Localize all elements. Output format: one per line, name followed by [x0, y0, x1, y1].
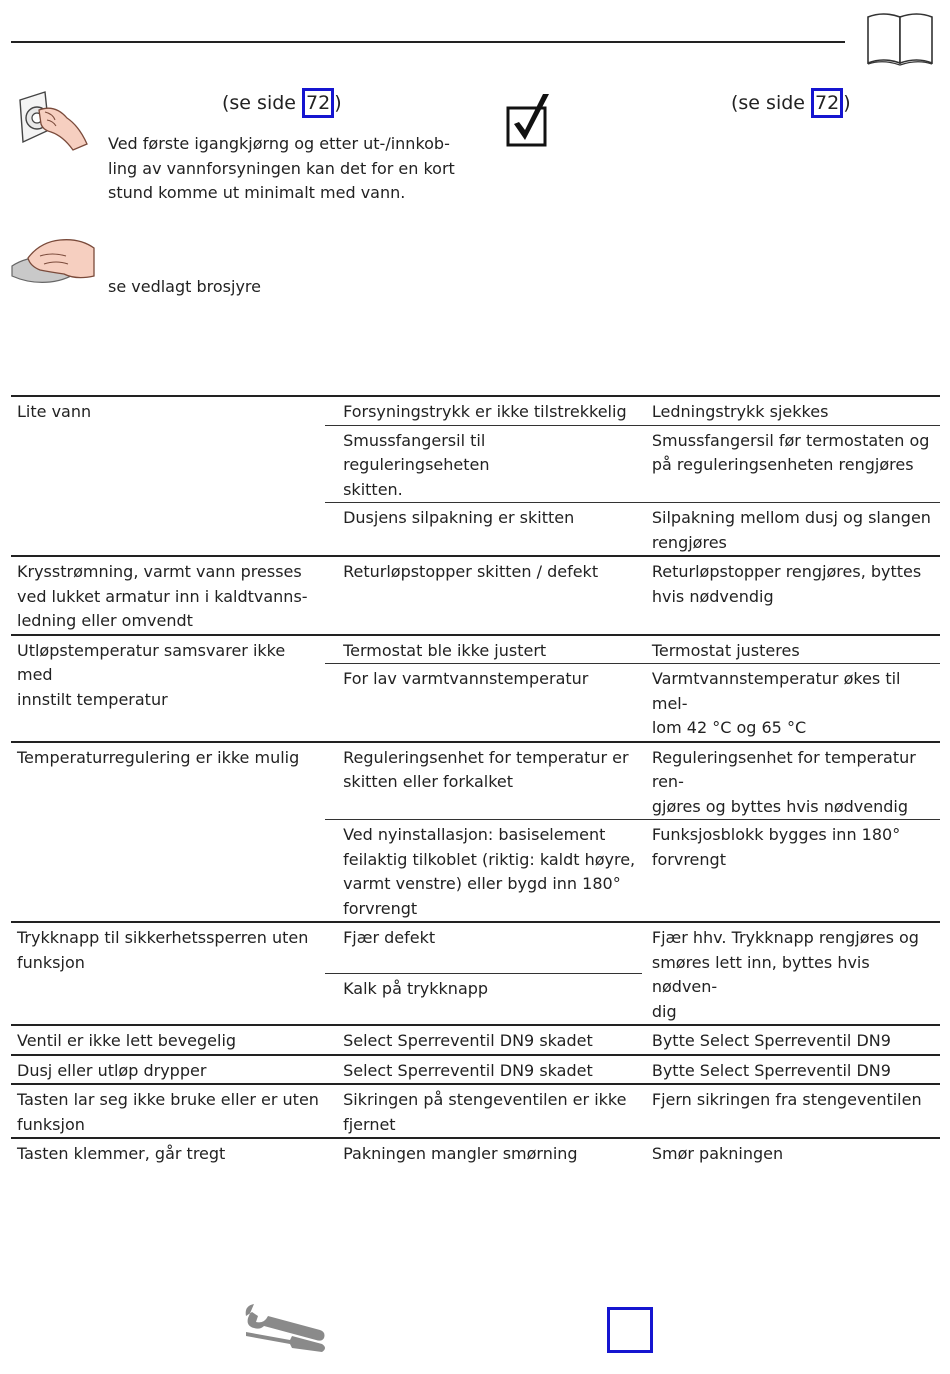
cell-line: Forsyningstrykk er ikke tilstrekkelig [343, 402, 627, 421]
cell-line: varmt venstre) eller bygd inn 180° [343, 874, 621, 893]
remedy-cell [642, 742, 940, 820]
cleaning-note: se vedlagt brosjyre [108, 277, 261, 296]
paragraph-line: stund komme ut minimalt med vann. [108, 183, 406, 202]
cause-cell [325, 1138, 642, 1167]
cause-cell [325, 922, 642, 974]
cell-line: Tasten lar seg ikke bruke eller er uten [17, 1090, 319, 1109]
cause-cell [325, 635, 642, 664]
fault-cell [11, 1055, 325, 1085]
cell-line: forvrengt [343, 898, 418, 918]
fault-cell [11, 635, 325, 742]
fault-cell [11, 1138, 325, 1167]
open-book-icon [865, 9, 935, 67]
cell-line: Returløpstopper skitten / defekt [343, 562, 599, 581]
table-row [11, 922, 940, 974]
table-row [11, 1055, 940, 1085]
ref-suffix: ) [334, 92, 342, 114]
cell-line: Bytte Select Sperreventil DN9 [651, 1031, 891, 1050]
cell-line: Kalk på trykknapp [343, 979, 489, 998]
cell-line: smøres lett inn, byttes hvis nødven- [651, 952, 870, 996]
fault-cell [11, 1025, 325, 1055]
remedy-cell [642, 556, 940, 635]
table-row [11, 556, 940, 635]
cell-line: skitten eller forkalket [343, 772, 514, 791]
ref-prefix: (se side [222, 92, 303, 114]
remedy-cell [642, 664, 940, 742]
cell-line: Ved nyinstallasjon: basiselement [343, 825, 606, 844]
ref-prefix: (se side [731, 92, 812, 114]
cell-line: Ventil er ikke lett bevegelig [17, 1031, 237, 1050]
troubleshooting-table [11, 395, 940, 1167]
cause-cell [325, 1055, 642, 1085]
cell-line: Termostat justeres [651, 640, 800, 660]
cause-cell [325, 664, 642, 742]
cell-line: hvis nødvendig [651, 586, 774, 606]
table-row [11, 742, 940, 820]
cause-cell [325, 503, 642, 557]
cell-line: Bytte Select Sperreventil DN9 [651, 1060, 891, 1080]
remedy-cell [642, 922, 940, 1025]
cell-line: gjøres og byttes hvis nødvendig [651, 796, 908, 816]
hand-cloth-cleaning-icon [10, 236, 95, 288]
fault-cell [11, 1084, 325, 1138]
cell-line: Silpakning mellom dusj og slangen [651, 508, 931, 527]
header-rule [11, 41, 845, 43]
fault-cell [11, 396, 325, 556]
cause-cell [325, 556, 642, 635]
checkbox-checked-icon [505, 92, 555, 150]
cell-line: Pakningen mangler smørning [343, 1144, 578, 1163]
cell-line: rengjøres [651, 532, 727, 552]
cell-line: Fjær defekt [343, 928, 436, 947]
cell-line: forvrengt [651, 849, 726, 869]
cell-line: Krysstrømning, varmt vann presses [17, 562, 302, 581]
table-row [11, 1138, 940, 1167]
cell-line: Reguleringsenhet for temperatur ren- [651, 747, 916, 791]
cell-line: Ledningstrykk sjekkes [651, 402, 829, 421]
paragraph-line: ling av vannforsyningen kan det for en kort [108, 158, 455, 178]
page-link-72[interactable]: 72 [811, 88, 843, 118]
page-reference-right [731, 88, 851, 118]
cell-line: Returløpstopper rengjøres, byttes [651, 562, 922, 581]
cell-line: Smussfangersil før termostaten og [651, 430, 930, 450]
cell-line: ledning eller omvendt [17, 611, 193, 630]
cell-line: innstilt temperatur [17, 689, 168, 709]
cell-line: Utløpstemperatur samsvarer ikke med [17, 640, 286, 684]
cell-line: Smør pakningen [651, 1144, 784, 1163]
cause-cell [325, 974, 642, 1026]
cell-line: Termostat ble ikke justert [343, 640, 547, 660]
first-use-paragraph [108, 132, 468, 206]
table-row [11, 1025, 940, 1055]
cell-line: Sikringen på stengeventilen er ikke [343, 1090, 627, 1109]
table-row [11, 635, 940, 664]
cause-cell [325, 1084, 642, 1138]
cell-line: lom 42 °C og 65 °C [651, 718, 807, 737]
table-row [11, 396, 940, 425]
remedy-cell [642, 503, 940, 557]
cell-line: ved lukket armatur inn i kaldtvanns- [17, 586, 308, 606]
cell-line: Funksjosblokk bygges inn 180° [651, 825, 901, 844]
cell-line: Reguleringsenhet for temperatur er [343, 747, 629, 767]
cell-line: funksjon [17, 952, 85, 972]
page-reference-left [222, 88, 342, 118]
cell-line: Dusjens silpakning er skitten [343, 508, 575, 527]
page-link-72[interactable]: 72 [302, 88, 334, 118]
cause-cell [325, 425, 642, 503]
cause-cell [325, 742, 642, 820]
cell-line: Temperaturregulering er ikke mulig [17, 747, 300, 767]
cell-line: Select Sperreventil DN9 skadet [343, 1031, 593, 1050]
cell-line: fjernet [343, 1114, 396, 1134]
remedy-cell [642, 396, 940, 425]
blue-square-icon [607, 1307, 653, 1353]
remedy-cell [642, 1055, 940, 1085]
cell-line: funksjon [17, 1114, 85, 1134]
hand-turning-valve-icon [15, 90, 90, 152]
remedy-cell [642, 425, 940, 503]
cell-line: Varmtvannstemperatur økes til mel- [651, 669, 901, 713]
cell-line: Trykknapp til sikkerhetssperren uten [17, 928, 309, 947]
cell-line: dig [651, 1001, 677, 1021]
cell-line: Tasten klemmer, går tregt [17, 1144, 226, 1163]
cell-line: skitten. [343, 479, 403, 499]
remedy-cell [642, 1084, 940, 1138]
cell-line: For lav varmtvannstemperatur [343, 669, 589, 688]
cell-line: Select Sperreventil DN9 skadet [343, 1060, 593, 1080]
cause-cell [325, 1025, 642, 1055]
remedy-cell [642, 635, 940, 664]
cell-line: feilaktig tilkoblet (riktig: kaldt høyre, [343, 849, 636, 869]
cell-line: Fjern sikringen fra stengeventilen [651, 1090, 922, 1109]
remedy-cell [642, 820, 940, 923]
wrench-screwdriver-icon [240, 1300, 330, 1360]
cell-line: Dusj eller utløp drypper [17, 1060, 207, 1080]
cause-cell [325, 396, 642, 425]
paragraph-line: Ved første igangkjørng og etter ut-/innkob- [108, 134, 450, 153]
remedy-cell [642, 1138, 940, 1167]
table-row [11, 1084, 940, 1138]
fault-cell [11, 556, 325, 635]
ref-suffix: ) [843, 92, 851, 114]
cell-line: på reguleringsenheten rengjøres [651, 455, 914, 474]
cell-line: Lite vann [17, 402, 92, 421]
cell-line: Fjær hhv. Trykknapp rengjøres og [651, 928, 919, 947]
cause-cell [325, 820, 642, 923]
fault-cell [11, 922, 325, 1025]
cell-line: Smussfangersil til reguleringseheten [343, 430, 490, 474]
fault-cell [11, 742, 325, 923]
remedy-cell [642, 1025, 940, 1055]
